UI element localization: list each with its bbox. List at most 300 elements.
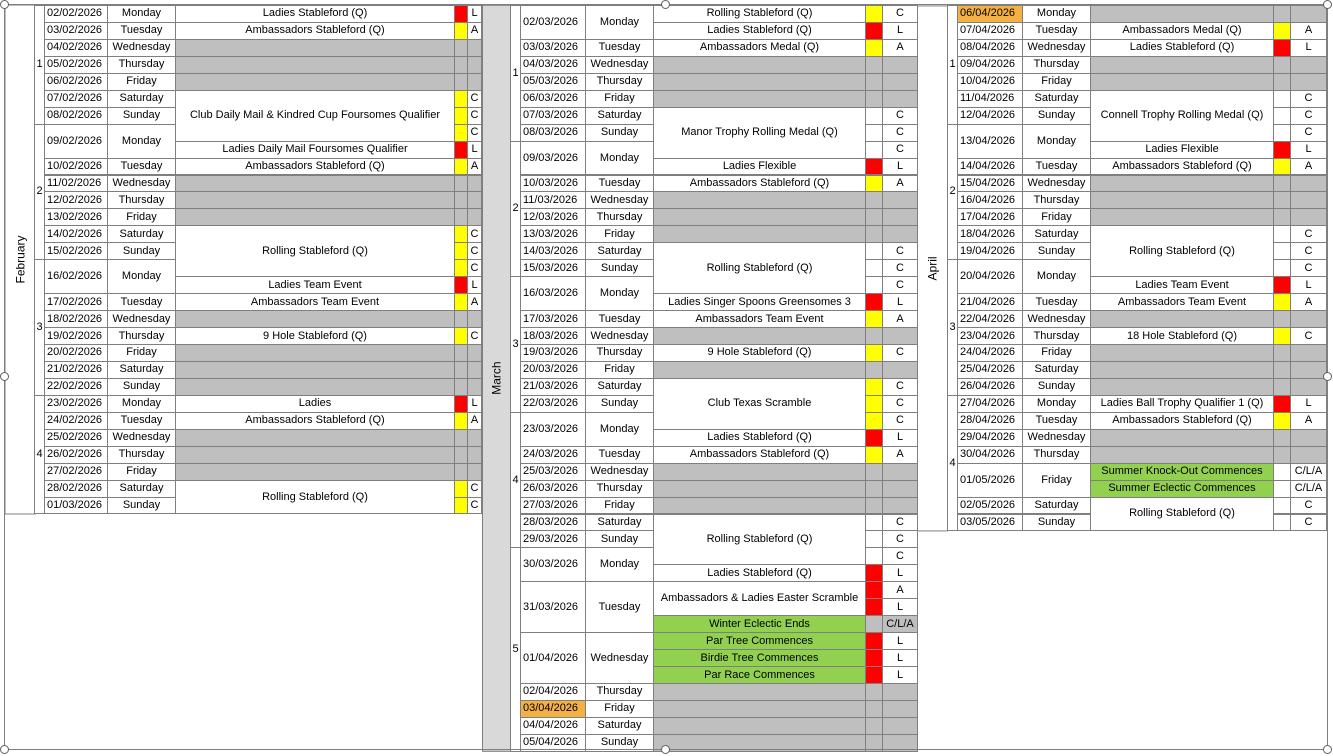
- category-code[interactable]: C: [882, 547, 918, 565]
- date-cell[interactable]: 14/03/2026: [520, 242, 586, 260]
- date-cell[interactable]: 27/03/2026: [520, 497, 586, 515]
- weekday-cell[interactable]: Thursday: [1022, 327, 1091, 345]
- category-colour-flag[interactable]: [865, 615, 883, 633]
- category-code[interactable]: L: [467, 141, 482, 159]
- category-colour-flag[interactable]: [454, 191, 468, 209]
- category-code[interactable]: [1290, 73, 1327, 91]
- category-colour-flag[interactable]: [865, 124, 883, 142]
- category-code[interactable]: L: [882, 293, 918, 311]
- empty-event-cell[interactable]: [1090, 73, 1274, 91]
- category-colour-flag[interactable]: [454, 175, 468, 193]
- date-cell[interactable]: 07/03/2026: [520, 107, 586, 125]
- category-code[interactable]: C: [1290, 107, 1327, 125]
- event-cell[interactable]: Winter Eclectic Ends: [653, 615, 866, 633]
- date-cell[interactable]: 09/02/2026: [44, 124, 108, 159]
- category-colour-flag[interactable]: [865, 56, 883, 74]
- date-cell[interactable]: 21/02/2026: [44, 361, 108, 379]
- category-code[interactable]: [1290, 361, 1327, 379]
- week-number[interactable]: 1: [510, 5, 521, 142]
- empty-event-cell[interactable]: [175, 463, 455, 481]
- category-colour-flag[interactable]: [865, 22, 883, 40]
- weekday-cell[interactable]: Sunday: [585, 395, 654, 413]
- date-cell[interactable]: 27/02/2026: [44, 463, 108, 481]
- category-colour-flag[interactable]: [1273, 259, 1291, 277]
- category-code[interactable]: C: [467, 90, 482, 108]
- week-number[interactable]: 4: [34, 395, 45, 515]
- weekday-cell[interactable]: Saturday: [585, 514, 654, 532]
- category-code[interactable]: [467, 463, 482, 481]
- category-code[interactable]: L: [1290, 276, 1327, 294]
- event-cell[interactable]: Ladies Daily Mail Foursomes Qualifier: [175, 141, 455, 159]
- empty-event-cell[interactable]: [175, 191, 455, 209]
- category-colour-flag[interactable]: [865, 632, 883, 650]
- weekday-cell[interactable]: Friday: [1022, 208, 1091, 226]
- date-cell[interactable]: 03/05/2026: [957, 514, 1023, 532]
- category-colour-flag[interactable]: [454, 22, 468, 40]
- date-cell[interactable]: 09/03/2026: [520, 141, 586, 176]
- weekday-cell[interactable]: Friday: [585, 90, 654, 108]
- category-code[interactable]: [1290, 446, 1327, 464]
- event-cell[interactable]: Ladies Stableford (Q): [1090, 39, 1274, 57]
- category-colour-flag[interactable]: [454, 344, 468, 362]
- resize-handle-left[interactable]: [0, 372, 9, 381]
- event-cell[interactable]: Rolling Stableford (Q): [175, 225, 455, 277]
- category-code[interactable]: A: [882, 581, 918, 599]
- empty-event-cell[interactable]: [1090, 429, 1274, 447]
- week-number[interactable]: 3: [34, 259, 45, 396]
- category-colour-flag[interactable]: [865, 581, 883, 599]
- category-colour-flag[interactable]: [1273, 395, 1291, 413]
- category-code[interactable]: [467, 73, 482, 91]
- category-colour-flag[interactable]: [1273, 463, 1291, 481]
- category-colour-flag[interactable]: [865, 683, 883, 701]
- category-colour-flag[interactable]: [454, 395, 468, 413]
- empty-event-cell[interactable]: [1090, 378, 1274, 396]
- category-code[interactable]: [1290, 56, 1327, 74]
- category-colour-flag[interactable]: [865, 446, 883, 464]
- category-code[interactable]: A: [882, 310, 918, 328]
- category-colour-flag[interactable]: [865, 225, 883, 243]
- category-colour-flag[interactable]: [1273, 480, 1291, 498]
- category-colour-flag[interactable]: [865, 90, 883, 108]
- event-cell[interactable]: Rolling Stableford (Q): [653, 514, 866, 566]
- date-cell[interactable]: 20/04/2026: [957, 259, 1023, 294]
- category-colour-flag[interactable]: [865, 514, 883, 532]
- date-cell[interactable]: 17/04/2026: [957, 208, 1023, 226]
- category-code[interactable]: L: [882, 429, 918, 447]
- weekday-cell[interactable]: Sunday: [585, 530, 654, 548]
- weekday-cell[interactable]: Monday: [107, 395, 176, 413]
- category-colour-flag[interactable]: [454, 208, 468, 226]
- date-cell[interactable]: 02/05/2026: [957, 497, 1023, 515]
- date-cell[interactable]: 21/03/2026: [520, 378, 586, 396]
- week-number[interactable]: 2: [947, 124, 958, 261]
- date-cell[interactable]: 20/02/2026: [44, 344, 108, 362]
- date-cell[interactable]: 22/04/2026: [957, 310, 1023, 328]
- weekday-cell[interactable]: Thursday: [1022, 191, 1091, 209]
- category-code[interactable]: [1290, 429, 1327, 447]
- date-cell[interactable]: 08/02/2026: [44, 107, 108, 125]
- event-cell[interactable]: Connell Trophy Rolling Medal (Q): [1090, 90, 1274, 142]
- category-colour-flag[interactable]: [1273, 191, 1291, 209]
- weekday-cell[interactable]: Tuesday: [1022, 22, 1091, 40]
- weekday-cell[interactable]: Sunday: [107, 497, 176, 515]
- event-cell[interactable]: Ambassadors Medal (Q): [1090, 22, 1274, 40]
- event-cell[interactable]: Rolling Stableford (Q): [653, 5, 866, 23]
- weekday-cell[interactable]: Sunday: [1022, 107, 1091, 125]
- category-code[interactable]: C: [882, 530, 918, 548]
- date-cell[interactable]: 13/04/2026: [957, 124, 1023, 159]
- weekday-cell[interactable]: Wednesday: [1022, 175, 1091, 193]
- category-code[interactable]: A: [1290, 412, 1327, 430]
- category-code[interactable]: C: [882, 124, 918, 142]
- weekday-cell[interactable]: Friday: [107, 463, 176, 481]
- category-colour-flag[interactable]: [865, 310, 883, 328]
- weekday-cell[interactable]: Friday: [585, 497, 654, 515]
- category-colour-flag[interactable]: [1273, 310, 1291, 328]
- category-code[interactable]: L: [882, 22, 918, 40]
- category-colour-flag[interactable]: [865, 327, 883, 345]
- weekday-cell[interactable]: Sunday: [107, 242, 176, 260]
- week-number[interactable]: 4: [947, 395, 958, 532]
- category-colour-flag[interactable]: [865, 158, 883, 176]
- date-cell[interactable]: 26/04/2026: [957, 378, 1023, 396]
- category-colour-flag[interactable]: [1273, 124, 1291, 142]
- weekday-cell[interactable]: Wednesday: [107, 39, 176, 57]
- category-code[interactable]: [1290, 175, 1327, 193]
- category-colour-flag[interactable]: [1273, 141, 1291, 159]
- category-colour-flag[interactable]: [1273, 22, 1291, 40]
- date-cell[interactable]: 17/03/2026: [520, 310, 586, 328]
- event-cell[interactable]: Summer Knock-Out Commences: [1090, 463, 1274, 481]
- event-cell[interactable]: Ladies Stableford (Q): [653, 429, 866, 447]
- category-code[interactable]: C: [882, 378, 918, 396]
- weekday-cell[interactable]: Monday: [1022, 5, 1091, 23]
- category-colour-flag[interactable]: [865, 649, 883, 667]
- category-colour-flag[interactable]: [865, 480, 883, 498]
- category-colour-flag[interactable]: [1273, 412, 1291, 430]
- date-cell[interactable]: 27/04/2026: [957, 395, 1023, 413]
- category-code[interactable]: A: [882, 39, 918, 57]
- week-number[interactable]: 1: [34, 5, 45, 125]
- category-code[interactable]: [1290, 344, 1327, 362]
- date-cell[interactable]: 28/04/2026: [957, 412, 1023, 430]
- date-cell[interactable]: 11/03/2026: [520, 191, 586, 209]
- date-cell[interactable]: 29/03/2026: [520, 530, 586, 548]
- category-code[interactable]: C: [882, 5, 918, 23]
- category-code[interactable]: C: [882, 344, 918, 362]
- category-colour-flag[interactable]: [1273, 56, 1291, 74]
- weekday-cell[interactable]: Wednesday: [585, 463, 654, 481]
- empty-event-cell[interactable]: [175, 56, 455, 74]
- event-cell[interactable]: Ambassadors Team Event: [653, 310, 866, 328]
- date-cell[interactable]: 03/02/2026: [44, 22, 108, 40]
- date-cell[interactable]: 28/02/2026: [44, 480, 108, 498]
- category-colour-flag[interactable]: [865, 463, 883, 481]
- empty-event-cell[interactable]: [175, 429, 455, 447]
- event-cell[interactable]: Ladies Stableford (Q): [653, 564, 866, 582]
- week-number[interactable]: 4: [510, 412, 521, 549]
- weekday-cell[interactable]: Tuesday: [585, 446, 654, 464]
- event-cell[interactable]: Par Race Commences: [653, 666, 866, 684]
- category-colour-flag[interactable]: [454, 446, 468, 464]
- category-code[interactable]: C: [882, 242, 918, 260]
- date-cell[interactable]: 04/03/2026: [520, 56, 586, 74]
- category-colour-flag[interactable]: [454, 463, 468, 481]
- date-cell[interactable]: 21/04/2026: [957, 293, 1023, 311]
- category-code[interactable]: C: [882, 514, 918, 532]
- date-cell[interactable]: 18/03/2026: [520, 327, 586, 345]
- date-cell[interactable]: 26/03/2026: [520, 480, 586, 498]
- category-colour-flag[interactable]: [454, 39, 468, 57]
- date-cell[interactable]: 31/03/2026: [520, 581, 586, 633]
- category-colour-flag[interactable]: [865, 175, 883, 193]
- empty-event-cell[interactable]: [653, 497, 866, 515]
- category-code[interactable]: C/L/A: [1290, 463, 1327, 481]
- event-cell[interactable]: Ambassadors Stableford (Q): [653, 175, 866, 193]
- category-code[interactable]: L: [1290, 141, 1327, 159]
- weekday-cell[interactable]: Saturday: [1022, 90, 1091, 108]
- weekday-cell[interactable]: Saturday: [107, 480, 176, 498]
- empty-event-cell[interactable]: [175, 39, 455, 57]
- weekday-cell[interactable]: Thursday: [107, 446, 176, 464]
- empty-event-cell[interactable]: [175, 446, 455, 464]
- empty-event-cell[interactable]: [175, 310, 455, 328]
- category-code[interactable]: [467, 429, 482, 447]
- category-code[interactable]: [882, 683, 918, 701]
- date-cell[interactable]: 07/04/2026: [957, 22, 1023, 40]
- weekday-cell[interactable]: Sunday: [585, 734, 654, 752]
- weekday-cell[interactable]: Saturday: [107, 225, 176, 243]
- category-code[interactable]: L: [1290, 395, 1327, 413]
- category-code[interactable]: L: [882, 649, 918, 667]
- weekday-cell[interactable]: Thursday: [107, 56, 176, 74]
- resize-handle-top-left[interactable]: [0, 0, 9, 9]
- empty-event-cell[interactable]: [1090, 344, 1274, 362]
- empty-event-cell[interactable]: [175, 175, 455, 193]
- date-cell[interactable]: 09/04/2026: [957, 56, 1023, 74]
- category-code[interactable]: C: [467, 124, 482, 142]
- category-code[interactable]: C: [882, 107, 918, 125]
- date-cell[interactable]: 11/02/2026: [44, 175, 108, 193]
- category-code[interactable]: L: [467, 276, 482, 294]
- category-code[interactable]: [467, 378, 482, 396]
- category-code[interactable]: [467, 39, 482, 57]
- category-code[interactable]: [882, 361, 918, 379]
- category-colour-flag[interactable]: [865, 429, 883, 447]
- category-colour-flag[interactable]: [865, 412, 883, 430]
- category-code[interactable]: [467, 175, 482, 193]
- date-cell[interactable]: 10/02/2026: [44, 158, 108, 176]
- month-label-march[interactable]: March: [482, 5, 511, 752]
- category-colour-flag[interactable]: [1273, 378, 1291, 396]
- category-code[interactable]: A: [467, 158, 482, 176]
- weekday-cell[interactable]: Monday: [1022, 259, 1091, 294]
- empty-event-cell[interactable]: [1090, 175, 1274, 193]
- date-cell[interactable]: 01/03/2026: [44, 497, 108, 515]
- category-colour-flag[interactable]: [865, 395, 883, 413]
- date-cell[interactable]: 08/04/2026: [957, 39, 1023, 57]
- category-code[interactable]: C: [467, 242, 482, 260]
- weekday-cell[interactable]: Monday: [585, 141, 654, 176]
- weekday-cell[interactable]: Tuesday: [1022, 158, 1091, 176]
- category-code[interactable]: [467, 344, 482, 362]
- category-colour-flag[interactable]: [865, 717, 883, 735]
- month-label-february[interactable]: February: [5, 5, 36, 515]
- category-code[interactable]: L: [882, 632, 918, 650]
- weekday-cell[interactable]: Friday: [585, 700, 654, 718]
- date-cell[interactable]: 16/03/2026: [520, 276, 586, 311]
- weekday-cell[interactable]: Monday: [1022, 124, 1091, 159]
- date-cell[interactable]: 28/03/2026: [520, 514, 586, 532]
- category-colour-flag[interactable]: [454, 124, 468, 142]
- empty-event-cell[interactable]: [653, 56, 866, 74]
- category-code[interactable]: C: [467, 327, 482, 345]
- category-colour-flag[interactable]: [865, 242, 883, 260]
- weekday-cell[interactable]: Tuesday: [585, 175, 654, 193]
- date-cell[interactable]: 25/02/2026: [44, 429, 108, 447]
- category-colour-flag[interactable]: [865, 530, 883, 548]
- weekday-cell[interactable]: Saturday: [1022, 361, 1091, 379]
- weekday-cell[interactable]: Tuesday: [585, 39, 654, 57]
- category-colour-flag[interactable]: [1273, 90, 1291, 108]
- date-cell[interactable]: 14/02/2026: [44, 225, 108, 243]
- category-code[interactable]: C: [467, 259, 482, 277]
- date-cell[interactable]: 22/02/2026: [44, 378, 108, 396]
- empty-event-cell[interactable]: [653, 225, 866, 243]
- weekday-cell[interactable]: Wednesday: [1022, 39, 1091, 57]
- event-cell[interactable]: Ladies Flexible: [653, 158, 866, 176]
- category-colour-flag[interactable]: [865, 141, 883, 159]
- date-cell[interactable]: 04/04/2026: [520, 717, 586, 735]
- category-code[interactable]: [1290, 208, 1327, 226]
- event-cell[interactable]: Ambassadors Stableford (Q): [1090, 158, 1274, 176]
- date-cell[interactable]: 02/03/2026: [520, 5, 586, 40]
- event-cell[interactable]: Ambassadors Team Event: [175, 293, 455, 311]
- weekday-cell[interactable]: Tuesday: [1022, 293, 1091, 311]
- category-colour-flag[interactable]: [1273, 242, 1291, 260]
- date-cell[interactable]: 24/03/2026: [520, 446, 586, 464]
- category-code[interactable]: C: [1290, 90, 1327, 108]
- category-code[interactable]: C: [467, 107, 482, 125]
- weekday-cell[interactable]: Saturday: [585, 717, 654, 735]
- weekday-cell[interactable]: Wednesday: [107, 429, 176, 447]
- empty-event-cell[interactable]: [653, 480, 866, 498]
- date-cell[interactable]: 18/04/2026: [957, 225, 1023, 243]
- event-cell[interactable]: Club Daily Mail & Kindred Cup Foursomes Qualifier: [175, 90, 455, 142]
- empty-event-cell[interactable]: [653, 463, 866, 481]
- event-cell[interactable]: Ambassadors Stableford (Q): [1090, 412, 1274, 430]
- empty-event-cell[interactable]: [653, 90, 866, 108]
- category-colour-flag[interactable]: [454, 5, 468, 23]
- weekday-cell[interactable]: Saturday: [1022, 225, 1091, 243]
- weekday-cell[interactable]: Friday: [1022, 463, 1091, 498]
- date-cell[interactable]: 15/02/2026: [44, 242, 108, 260]
- weekday-cell[interactable]: Saturday: [585, 378, 654, 396]
- resize-handle-right[interactable]: [1323, 372, 1332, 381]
- category-code[interactable]: [882, 56, 918, 74]
- weekday-cell[interactable]: Tuesday: [1022, 412, 1091, 430]
- category-colour-flag[interactable]: [454, 141, 468, 159]
- category-code[interactable]: [882, 480, 918, 498]
- category-code[interactable]: [882, 208, 918, 226]
- weekday-cell[interactable]: Tuesday: [585, 581, 654, 633]
- empty-event-cell[interactable]: [653, 361, 866, 379]
- date-cell[interactable]: 10/04/2026: [957, 73, 1023, 91]
- category-code[interactable]: C: [882, 412, 918, 430]
- weekday-cell[interactable]: Wednesday: [1022, 310, 1091, 328]
- date-cell[interactable]: 18/02/2026: [44, 310, 108, 328]
- date-cell[interactable]: 30/04/2026: [957, 446, 1023, 464]
- weekday-cell[interactable]: Thursday: [585, 73, 654, 91]
- category-code[interactable]: C: [1290, 514, 1327, 532]
- date-cell[interactable]: 01/04/2026: [520, 632, 586, 684]
- event-cell[interactable]: Ladies: [175, 395, 455, 413]
- category-colour-flag[interactable]: [454, 327, 468, 345]
- weekday-cell[interactable]: Sunday: [107, 107, 176, 125]
- category-code[interactable]: L: [882, 666, 918, 684]
- event-cell[interactable]: Birdie Tree Commences: [653, 649, 866, 667]
- category-colour-flag[interactable]: [454, 225, 468, 243]
- category-code[interactable]: A: [882, 175, 918, 193]
- date-cell[interactable]: 22/03/2026: [520, 395, 586, 413]
- empty-event-cell[interactable]: [1090, 191, 1274, 209]
- date-cell[interactable]: 07/02/2026: [44, 90, 108, 108]
- weekday-cell[interactable]: Friday: [1022, 344, 1091, 362]
- empty-event-cell[interactable]: [1090, 56, 1274, 74]
- weekday-cell[interactable]: Monday: [107, 5, 176, 23]
- category-code[interactable]: C: [882, 259, 918, 277]
- category-colour-flag[interactable]: [1273, 446, 1291, 464]
- empty-event-cell[interactable]: [175, 73, 455, 91]
- date-cell[interactable]: 23/04/2026: [957, 327, 1023, 345]
- empty-event-cell[interactable]: [1090, 446, 1274, 464]
- category-colour-flag[interactable]: [454, 361, 468, 379]
- category-code[interactable]: [467, 446, 482, 464]
- category-colour-flag[interactable]: [1273, 158, 1291, 176]
- weekday-cell[interactable]: Tuesday: [107, 22, 176, 40]
- weekday-cell[interactable]: Thursday: [107, 191, 176, 209]
- date-cell[interactable]: 02/04/2026: [520, 683, 586, 701]
- date-cell[interactable]: 03/03/2026: [520, 39, 586, 57]
- empty-event-cell[interactable]: [1090, 5, 1274, 23]
- weekday-cell[interactable]: Wednesday: [585, 327, 654, 345]
- category-code[interactable]: C: [1290, 327, 1327, 345]
- category-colour-flag[interactable]: [1273, 107, 1291, 125]
- category-colour-flag[interactable]: [1273, 208, 1291, 226]
- category-code[interactable]: [882, 497, 918, 515]
- category-colour-flag[interactable]: [865, 378, 883, 396]
- empty-event-cell[interactable]: [653, 700, 866, 718]
- category-colour-flag[interactable]: [865, 497, 883, 515]
- category-colour-flag[interactable]: [454, 242, 468, 260]
- event-cell[interactable]: Rolling Stableford (Q): [1090, 225, 1274, 277]
- weekday-cell[interactable]: Sunday: [1022, 242, 1091, 260]
- event-cell[interactable]: Summer Eclectic Commences: [1090, 480, 1274, 498]
- event-cell[interactable]: Ambassadors Stableford (Q): [175, 412, 455, 430]
- weekday-cell[interactable]: Saturday: [107, 361, 176, 379]
- date-cell[interactable]: 19/03/2026: [520, 344, 586, 362]
- category-code[interactable]: [1290, 378, 1327, 396]
- category-code[interactable]: [882, 73, 918, 91]
- category-code[interactable]: C: [882, 141, 918, 159]
- category-code[interactable]: C: [1290, 124, 1327, 142]
- category-colour-flag[interactable]: [865, 666, 883, 684]
- category-colour-flag[interactable]: [1273, 514, 1291, 532]
- date-cell[interactable]: 16/04/2026: [957, 191, 1023, 209]
- category-code[interactable]: C/L/A: [1290, 480, 1327, 498]
- category-colour-flag[interactable]: [1273, 344, 1291, 362]
